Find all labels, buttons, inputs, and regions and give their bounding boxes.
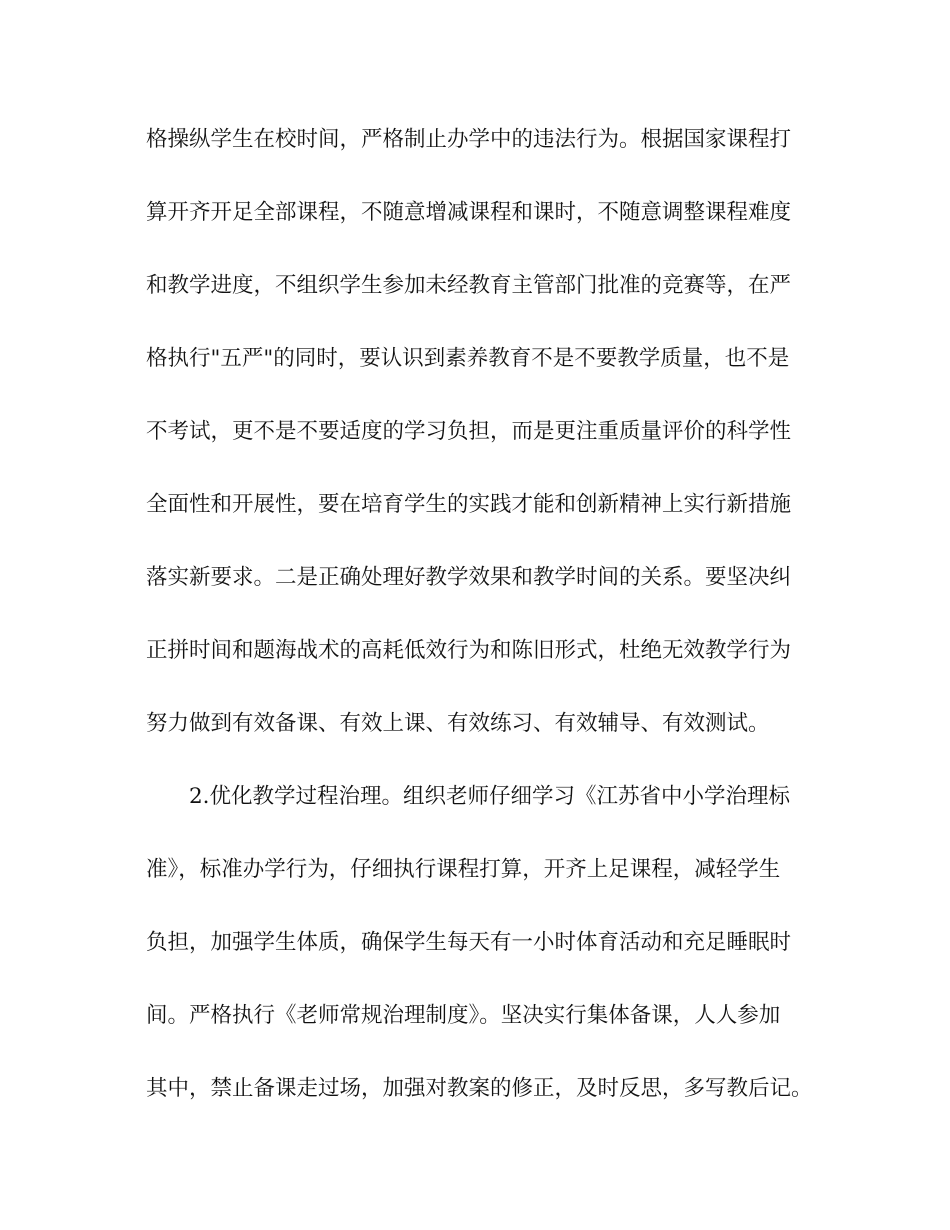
text-line: 不考试，更不是不要适度的学习负担，而是更注重质量评价的科学性 [146, 419, 792, 444]
text-line: 其中，禁止备课走过场，加强对教案的修正，及时反思，多写教后记。 [146, 1076, 813, 1101]
text-line: 努力做到有效备课、有效上课、有效练习、有效辅导、有效测试。 [146, 711, 770, 736]
text-line: 算开齐开足全部课程，不随意增减课程和课时，不随意调整课程难度 [146, 200, 792, 225]
text-line: 格操纵学生在校时间，严格制止办学中的违法行为。根据国家课程打 [146, 127, 792, 152]
paragraph-start-line: 2.优化教学过程治理。组织老师仔细学习《江苏省中小学治理标 [189, 784, 791, 809]
text-line: 正拼时间和题海战术的高耗低效行为和陈旧形式，杜绝无效教学行为 [146, 638, 792, 663]
text-line: 准》，标准办学行为，仔细执行课程打算，开齐上足课程，减轻学生 [146, 857, 781, 882]
text-line: 格执行"五严"的同时，要认识到素养教育不是不要教学质量，也不是 [146, 346, 790, 371]
text-line: 全面性和开展性，要在培育学生的实践才能和创新精神上实行新措施 [146, 492, 792, 517]
body-text [146, 122, 816, 1144]
text-line: 落实新要求。二是正确处理好教学效果和教学时间的关系。要坚决纠 [146, 565, 792, 590]
text-line: 和教学进度，不组织学生参加未经教育主管部门批准的竞赛等，在严 [146, 273, 792, 298]
text-line: 间。严格执行《老师常规治理制度》。坚决实行集体备课，人人参加 [146, 1003, 781, 1028]
text-line: 负担，加强学生体质，确保学生每天有一小时体育活动和充足睡眠时 [146, 930, 792, 955]
